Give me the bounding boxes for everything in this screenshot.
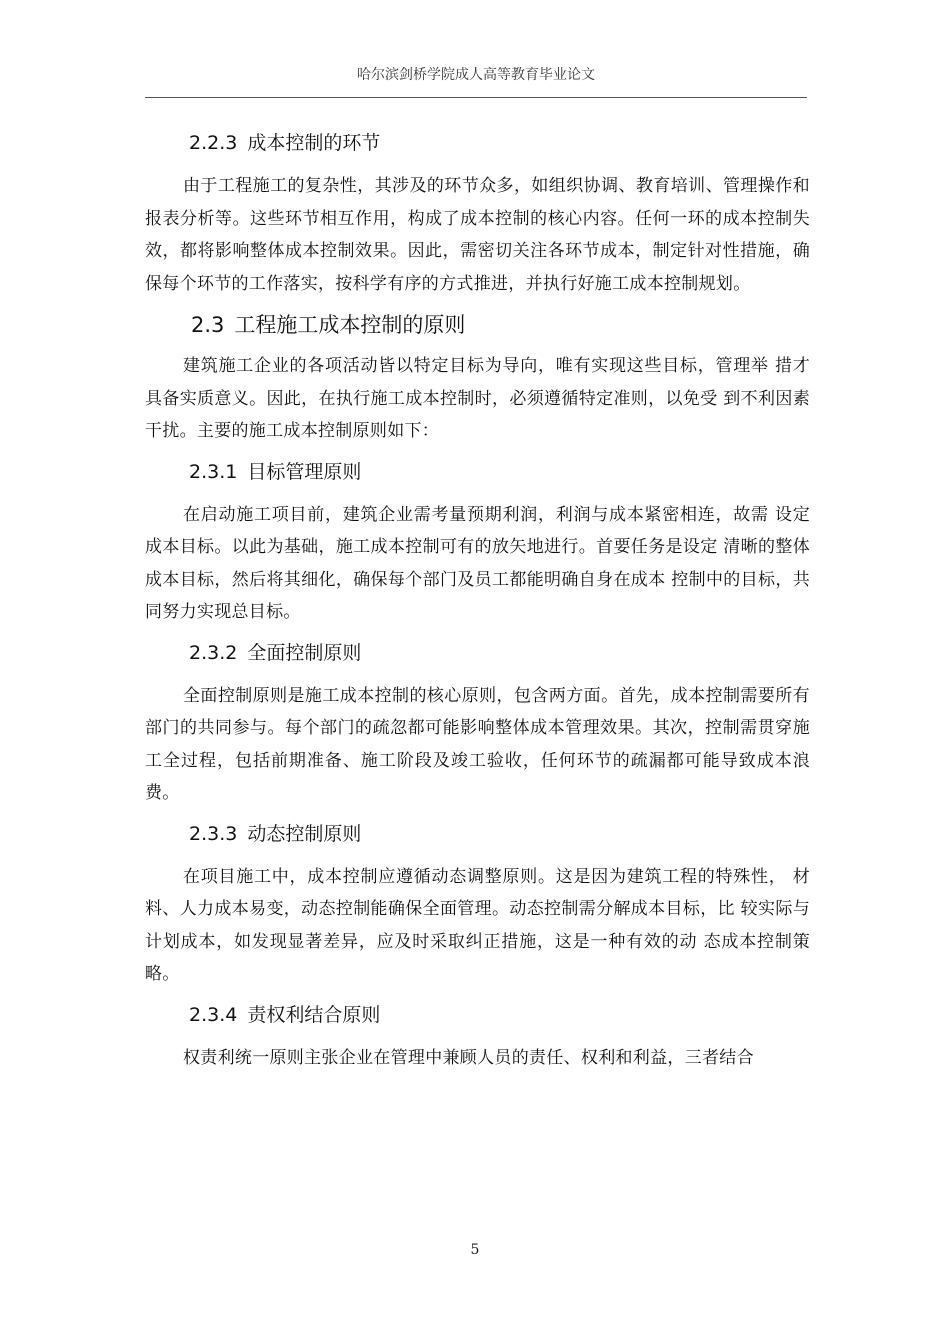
running-header: 哈尔滨剑桥学院成人高等教育毕业论文 (357, 67, 595, 83)
section-title: 成本控制的环节 (247, 132, 381, 154)
section-number: 2.3.3 (189, 822, 238, 845)
paragraph-2-3-2: 全面控制原则是施工成本控制的核心原则，包含两方面。首先，成本控制需要所有部门的共同参与。每个部门的疏忽都可能影响整体成本管理效果。其次，控制需贯穿施工全过程，包括前期准备、施工阶段及竣工验收，任何环节的疏漏都可能导致成本浪费。 (145, 685, 810, 803)
section-number: 2.3.1 (189, 460, 238, 483)
section-title: 全面控制原则 (247, 641, 362, 664)
section-heading-2-3-1 (189, 457, 810, 488)
page-number: 5 (470, 1242, 480, 1258)
section-title: 责权利结合原则 (247, 1003, 381, 1026)
paragraph-2-3-1: 在启动施工项目前，建筑企业需考量预期利润，利润与成本紧密相连，故需 设定成本目标。以此为基础，施工成本控制可有的放矢地进行。首要任务是设定 清晰的整体成本目标，然后将其细化，确保每个部门及员工都能明确自身在成本 控制中的目标，共同努力实现总目标。 (145, 504, 810, 622)
section-heading-2-3 (191, 309, 810, 341)
section-number: 2.2.3 (189, 132, 238, 154)
document-body (145, 128, 810, 1083)
paragraph-2-3-4: 权责利统一原则主张企业在管理中兼顾人员的责任、权利和利益，三者结合 (183, 1047, 754, 1068)
section-heading-2-3-3 (189, 819, 810, 850)
paragraph-2-3: 建筑施工企业的各项活动皆以特定目标为导向，唯有实现这些目标，管理举 措才具备实质意义。因此，在执行施工成本控制时，必须遵循特定准则，以免受 到不利因素干扰。主要的施工成本控制原则如下： (145, 356, 810, 441)
paragraph-2-2-3: 由于工程施工的复杂性，其涉及的环节众多，如组织协调、教育培训、管理操作和报表分析等。这些环节相互作用，构成了成本控制的核心内容。任何一环的成本控制失效，都将影响整体成本控制效果。因此，需密切关注各环节成本，制定针对性措施，确保每个环节的工作落实，按科学有序的方式推进，并执行好施工成本控制规划。 (145, 176, 810, 294)
section-heading-2-3-4 (189, 1000, 810, 1031)
paragraph-2-3-3: 在项目施工中，成本控制应遵循动态调整原则。这是因为建筑工程的特殊性， 材料、人力成本易变，动态控制能确保全面管理。动态控制需分解成本目标，比 较实际与计划成本，如发现显著差异，应及时采取纠正措施，这是一种有效的动 态成本控制策略。 (145, 866, 810, 984)
section-number: 2.3.4 (189, 1003, 238, 1026)
section-title: 工程施工成本控制的原则 (234, 313, 466, 337)
section-number: 2.3.2 (189, 641, 238, 664)
header-rule (145, 97, 807, 98)
section-number: 2.3 (191, 313, 225, 337)
section-title: 目标管理原则 (247, 460, 362, 483)
section-heading-2-3-2 (189, 638, 810, 669)
section-title: 动态控制原则 (247, 822, 362, 845)
section-heading-2-2-3 (189, 128, 810, 159)
